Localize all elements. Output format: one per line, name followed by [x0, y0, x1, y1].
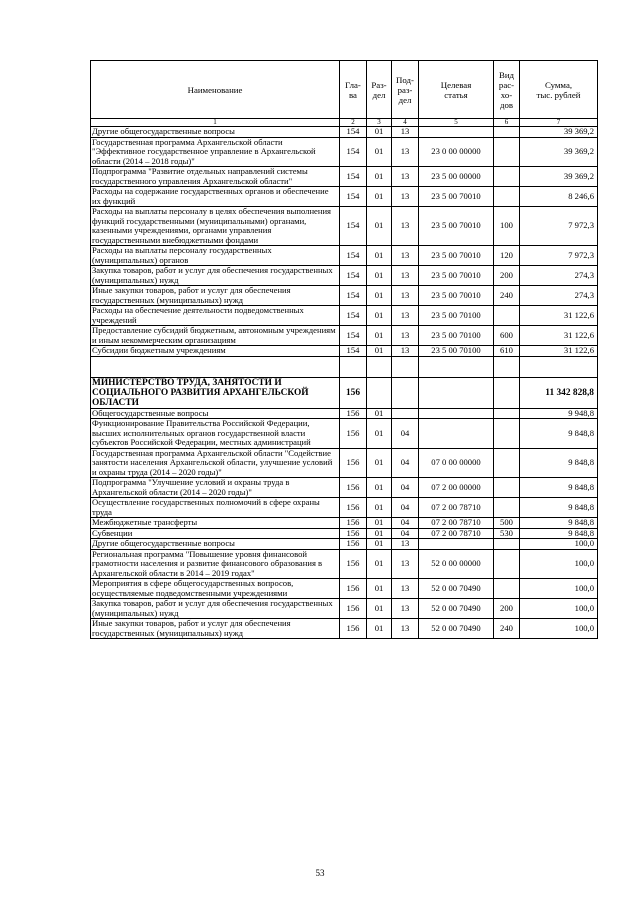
- row-exptype-cell: 240: [494, 619, 520, 639]
- row-sum-cell: 39 369,2: [520, 167, 598, 187]
- row-section-cell: 01: [367, 549, 392, 579]
- row-sum-cell: 8 246,6: [520, 187, 598, 207]
- row-target-cell: 52 0 00 70490: [419, 619, 494, 639]
- row-sum-cell: 9 848,8: [520, 448, 598, 478]
- row-name-cell: Функционирование Правительства Российской Федерации, высших исполнительных органов государственной власти субъектов Российской Федерации, местных администраций: [91, 419, 340, 449]
- row-target-cell: 07 2 00 78710: [419, 528, 494, 539]
- row-name-cell: Другие общегосударственные вопросы: [91, 127, 340, 138]
- row-chapter-cell: 154: [340, 187, 367, 207]
- table-row: [91, 137, 598, 167]
- row-chapter-cell: 154: [340, 306, 367, 326]
- row-name-cell: Региональная программа "Повышение уровня финансовой грамотности населения и развитие финансового образования в Архангельской области в 2014 – 2019 годах": [91, 549, 340, 579]
- header-target: Целевая статья: [419, 61, 494, 119]
- row-exptype-cell: 100: [494, 207, 520, 246]
- row-chapter-cell: 156: [340, 419, 367, 449]
- row-chapter-cell: 156: [340, 619, 367, 639]
- row-name-cell: Мероприятия в сфере общегосударственных вопросов, осуществляемые подведомственными учреждениями: [91, 579, 340, 599]
- row-subsection-cell: 13: [392, 137, 419, 167]
- column-number: 6: [494, 119, 520, 127]
- row-section-cell: 01: [367, 599, 392, 619]
- row-sum-cell: 31 122,6: [520, 346, 598, 357]
- row-sum-cell: 9 948,8: [520, 408, 598, 419]
- row-target-cell: 07 0 00 00000: [419, 448, 494, 478]
- row-name-cell: Расходы на выплаты персоналу государственных (муниципальных) органов: [91, 246, 340, 266]
- row-target-cell: [419, 356, 494, 377]
- row-subsection-cell: 13: [392, 167, 419, 187]
- row-chapter-cell: 156: [340, 408, 367, 419]
- row-chapter-cell: 156: [340, 377, 367, 408]
- table-row: [91, 408, 598, 419]
- row-exptype-cell: [494, 498, 520, 518]
- row-section-cell: 01: [367, 579, 392, 599]
- table-row: [91, 599, 598, 619]
- table-row: [91, 539, 598, 550]
- table-row: [91, 478, 598, 498]
- row-exptype-cell: [494, 306, 520, 326]
- row-sum-cell: 9 848,8: [520, 478, 598, 498]
- table-row: [91, 377, 598, 408]
- row-subsection-cell: 13: [392, 127, 419, 138]
- row-subsection-cell: 04: [392, 478, 419, 498]
- row-chapter-cell: 154: [340, 266, 367, 286]
- row-subsection-cell: 13: [392, 207, 419, 246]
- row-chapter-cell: 154: [340, 346, 367, 357]
- header-sum: Сумма, тыс. рублей: [520, 61, 598, 119]
- table-row: [91, 518, 598, 529]
- row-subsection-cell: 13: [392, 326, 419, 346]
- row-chapter-cell: [340, 356, 367, 377]
- table-row: [91, 498, 598, 518]
- column-number: 2: [340, 119, 367, 127]
- table-row: [91, 619, 598, 639]
- row-section-cell: 01: [367, 306, 392, 326]
- row-section-cell: 01: [367, 528, 392, 539]
- row-exptype-cell: 240: [494, 286, 520, 306]
- row-subsection-cell: 13: [392, 246, 419, 266]
- row-section-cell: [367, 377, 392, 408]
- table-row: [91, 207, 598, 246]
- row-exptype-cell: [494, 377, 520, 408]
- row-exptype-cell: [494, 167, 520, 187]
- row-subsection-cell: 13: [392, 306, 419, 326]
- row-name-cell: Другие общегосударственные вопросы: [91, 539, 340, 550]
- table-row: [91, 448, 598, 478]
- column-number: 7: [520, 119, 598, 127]
- row-subsection-cell: 13: [392, 286, 419, 306]
- row-chapter-cell: 156: [340, 498, 367, 518]
- row-section-cell: 01: [367, 448, 392, 478]
- row-sum-cell: 11 342 828,8: [520, 377, 598, 408]
- row-exptype-cell: 120: [494, 246, 520, 266]
- header-chapter: Гла- ва: [340, 61, 367, 119]
- row-name-cell: Закупка товаров, работ и услуг для обеспечения государственных (муниципальных) нужд: [91, 266, 340, 286]
- table-row: [91, 266, 598, 286]
- row-target-cell: 23 5 00 00000: [419, 167, 494, 187]
- row-chapter-cell: 156: [340, 579, 367, 599]
- row-section-cell: [367, 356, 392, 377]
- row-name-cell: Закупка товаров, работ и услуг для обеспечения государственных (муниципальных) нужд: [91, 599, 340, 619]
- row-target-cell: [419, 419, 494, 449]
- row-chapter-cell: 156: [340, 528, 367, 539]
- row-name-cell: Осуществление государственных полномочий в сфере охраны труда: [91, 498, 340, 518]
- row-name-cell: Иные закупки товаров, работ и услуг для обеспечения государственных (муниципальных) нужд: [91, 619, 340, 639]
- row-name-cell: Предоставление субсидий бюджетным, автономным учреждениям и иным некоммерческим организациям: [91, 326, 340, 346]
- column-number: 1: [91, 119, 340, 127]
- row-sum-cell: 31 122,6: [520, 306, 598, 326]
- table-row: [91, 579, 598, 599]
- table-header: [91, 61, 598, 127]
- row-target-cell: 23 5 00 70100: [419, 326, 494, 346]
- row-sum-cell: 9 848,8: [520, 498, 598, 518]
- row-subsection-cell: [392, 356, 419, 377]
- row-subsection-cell: 04: [392, 498, 419, 518]
- row-exptype-cell: 500: [494, 518, 520, 529]
- row-section-cell: 01: [367, 266, 392, 286]
- row-target-cell: 23 5 00 70100: [419, 306, 494, 326]
- row-name-cell: МИНИСТЕРСТВО ТРУДА, ЗАНЯТОСТИ И СОЦИАЛЬНОГО РАЗВИТИЯ АРХАНГЕЛЬСКОЙ ОБЛАСТИ: [91, 377, 340, 408]
- table-row: [91, 419, 598, 449]
- row-section-cell: 01: [367, 346, 392, 357]
- row-exptype-cell: [494, 549, 520, 579]
- row-chapter-cell: 154: [340, 246, 367, 266]
- column-number: 3: [367, 119, 392, 127]
- row-chapter-cell: 156: [340, 549, 367, 579]
- row-chapter-cell: 154: [340, 286, 367, 306]
- table-row: [91, 549, 598, 579]
- page-number: 53: [315, 868, 325, 878]
- row-chapter-cell: 154: [340, 326, 367, 346]
- row-section-cell: 01: [367, 127, 392, 138]
- row-target-cell: 52 0 00 00000: [419, 549, 494, 579]
- row-subsection-cell: [392, 377, 419, 408]
- row-sum-cell: 100,0: [520, 619, 598, 639]
- table-spacer-row: [91, 356, 598, 377]
- table-row: [91, 246, 598, 266]
- table-body: [91, 127, 598, 639]
- row-section-cell: 01: [367, 167, 392, 187]
- row-target-cell: 23 0 00 00000: [419, 137, 494, 167]
- row-section-cell: 01: [367, 137, 392, 167]
- row-name-cell: Государственная программа Архангельской области "Эффективное государственное управление в Архангельской области (2014 – 2018 годы)": [91, 137, 340, 167]
- row-target-cell: 52 0 00 70490: [419, 579, 494, 599]
- row-chapter-cell: 156: [340, 599, 367, 619]
- row-target-cell: 07 2 00 78710: [419, 518, 494, 529]
- row-section-cell: 01: [367, 539, 392, 550]
- row-subsection-cell: 04: [392, 448, 419, 478]
- row-target-cell: [419, 408, 494, 419]
- row-sum-cell: 31 122,6: [520, 326, 598, 346]
- row-name-cell: Подпрограмма "Развитие отдельных направлений системы государственного управления Архангельской области": [91, 167, 340, 187]
- row-sum-cell: 274,3: [520, 266, 598, 286]
- row-subsection-cell: 13: [392, 539, 419, 550]
- row-subsection-cell: [392, 408, 419, 419]
- row-sum-cell: 7 972,3: [520, 207, 598, 246]
- row-subsection-cell: 13: [392, 619, 419, 639]
- row-exptype-cell: [494, 187, 520, 207]
- row-section-cell: 01: [367, 326, 392, 346]
- row-exptype-cell: [494, 137, 520, 167]
- table-row: [91, 346, 598, 357]
- row-target-cell: 23 5 00 70100: [419, 346, 494, 357]
- column-number: 5: [419, 119, 494, 127]
- row-target-cell: 52 0 00 70490: [419, 599, 494, 619]
- row-name-cell: Иные закупки товаров, работ и услуг для обеспечения государственных (муниципальных) нужд: [91, 286, 340, 306]
- row-subsection-cell: 13: [392, 266, 419, 286]
- row-target-cell: [419, 377, 494, 408]
- row-section-cell: 01: [367, 498, 392, 518]
- row-section-cell: 01: [367, 419, 392, 449]
- row-subsection-cell: 13: [392, 346, 419, 357]
- row-sum-cell: 7 972,3: [520, 246, 598, 266]
- row-sum-cell: 9 848,8: [520, 528, 598, 539]
- row-exptype-cell: [494, 448, 520, 478]
- row-chapter-cell: 156: [340, 539, 367, 550]
- table-row: [91, 528, 598, 539]
- header-exptype: Вид рас- хо- дов: [494, 61, 520, 119]
- row-target-cell: [419, 539, 494, 550]
- row-name-cell: Государственная программа Архангельской области "Содействие занятости населения Архангельской области, улучшение условий и охраны труда (2014 – 2020 годы)": [91, 448, 340, 478]
- row-sum-cell: 39 369,2: [520, 137, 598, 167]
- table-row: [91, 187, 598, 207]
- row-target-cell: [419, 127, 494, 138]
- table-row: [91, 167, 598, 187]
- table-row: [91, 326, 598, 346]
- row-sum-cell: 100,0: [520, 539, 598, 550]
- row-chapter-cell: 154: [340, 207, 367, 246]
- row-chapter-cell: 156: [340, 478, 367, 498]
- row-subsection-cell: 04: [392, 518, 419, 529]
- row-subsection-cell: 04: [392, 528, 419, 539]
- header-subsection: Под- раз- дел: [392, 61, 419, 119]
- row-target-cell: 07 2 00 00000: [419, 478, 494, 498]
- row-name-cell: Субсидии бюджетным учреждениям: [91, 346, 340, 357]
- row-subsection-cell: 04: [392, 419, 419, 449]
- row-sum-cell: 274,3: [520, 286, 598, 306]
- row-name-cell: Расходы на содержание государственных органов и обеспечение их функций: [91, 187, 340, 207]
- row-section-cell: 01: [367, 187, 392, 207]
- row-exptype-cell: [494, 579, 520, 599]
- row-subsection-cell: 13: [392, 599, 419, 619]
- row-section-cell: 01: [367, 408, 392, 419]
- row-sum-cell: 9 848,8: [520, 518, 598, 529]
- budget-table-sheet: [90, 60, 597, 639]
- row-chapter-cell: 154: [340, 127, 367, 138]
- row-subsection-cell: 13: [392, 549, 419, 579]
- row-chapter-cell: 156: [340, 448, 367, 478]
- row-target-cell: 23 5 00 70010: [419, 246, 494, 266]
- row-chapter-cell: 154: [340, 137, 367, 167]
- row-subsection-cell: 13: [392, 579, 419, 599]
- row-exptype-cell: [494, 408, 520, 419]
- row-target-cell: 23 5 00 70010: [419, 207, 494, 246]
- row-exptype-cell: [494, 539, 520, 550]
- header-name: Наименование: [91, 61, 340, 119]
- row-name-cell: [91, 356, 340, 377]
- row-target-cell: 23 5 00 70010: [419, 266, 494, 286]
- row-exptype-cell: 200: [494, 266, 520, 286]
- row-exptype-cell: [494, 127, 520, 138]
- row-exptype-cell: [494, 478, 520, 498]
- row-section-cell: 01: [367, 619, 392, 639]
- row-sum-cell: 100,0: [520, 599, 598, 619]
- column-number: 4: [392, 119, 419, 127]
- row-section-cell: 01: [367, 246, 392, 266]
- row-exptype-cell: 530: [494, 528, 520, 539]
- table-row: [91, 306, 598, 326]
- row-target-cell: 07 2 00 78710: [419, 498, 494, 518]
- budget-table: [90, 60, 598, 639]
- row-name-cell: Подпрограмма "Улучшение условий и охраны труда в Архангельской области (2014 – 2020 годы)": [91, 478, 340, 498]
- row-exptype-cell: [494, 356, 520, 377]
- header-section: Раз- дел: [367, 61, 392, 119]
- row-sum-cell: 9 848,8: [520, 419, 598, 449]
- table-row: [91, 127, 598, 138]
- row-name-cell: Расходы на выплаты персоналу в целях обеспечения выполнения функций государственными (муниципальными) органами, казенными учреждениями, органами управления государственными внебюджетными фондами: [91, 207, 340, 246]
- row-exptype-cell: 200: [494, 599, 520, 619]
- row-name-cell: Расходы на обеспечение деятельности подведомственных учреждений: [91, 306, 340, 326]
- row-name-cell: Общегосударственные вопросы: [91, 408, 340, 419]
- row-target-cell: 23 5 00 70010: [419, 187, 494, 207]
- row-section-cell: 01: [367, 478, 392, 498]
- row-section-cell: 01: [367, 207, 392, 246]
- row-chapter-cell: 154: [340, 167, 367, 187]
- row-target-cell: 23 5 00 70010: [419, 286, 494, 306]
- row-sum-cell: 100,0: [520, 549, 598, 579]
- row-chapter-cell: 156: [340, 518, 367, 529]
- row-sum-cell: [520, 356, 598, 377]
- row-name-cell: Субвенции: [91, 528, 340, 539]
- row-subsection-cell: 13: [392, 187, 419, 207]
- row-name-cell: Межбюджетные трансферты: [91, 518, 340, 529]
- row-exptype-cell: 600: [494, 326, 520, 346]
- row-exptype-cell: 610: [494, 346, 520, 357]
- row-section-cell: 01: [367, 286, 392, 306]
- row-exptype-cell: [494, 419, 520, 449]
- row-sum-cell: 39 369,2: [520, 127, 598, 138]
- row-section-cell: 01: [367, 518, 392, 529]
- table-row: [91, 286, 598, 306]
- row-sum-cell: 100,0: [520, 579, 598, 599]
